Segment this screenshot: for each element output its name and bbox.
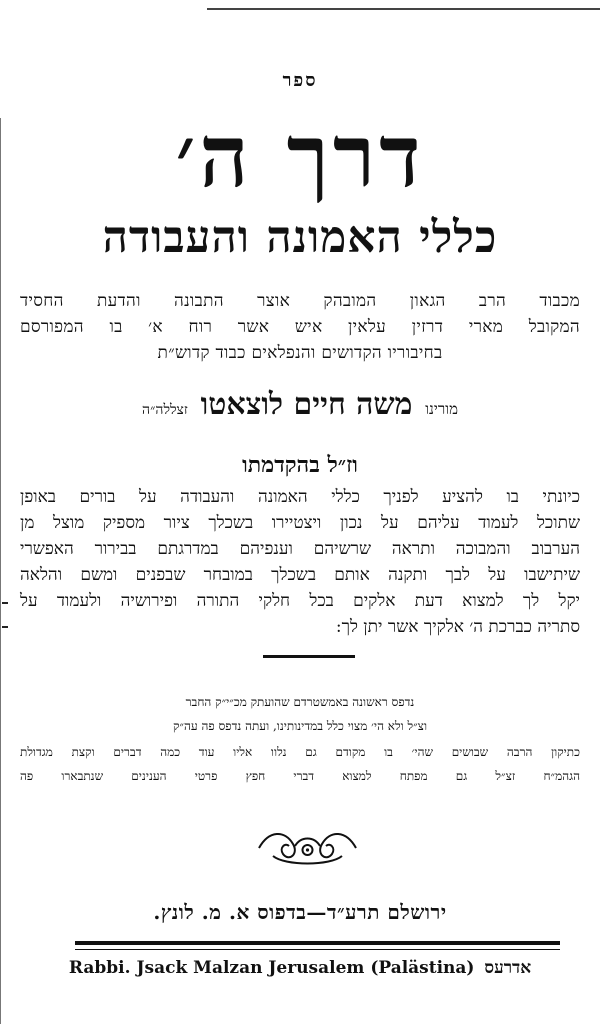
body-line: כיונתי בו להציע לפניך כללי האמונה והעבודה על בורים באופן xyxy=(20,487,580,507)
intro-line: המקובל מארי דרזין עלאין איש אשר רוח א׳ בו המפורסם xyxy=(20,317,580,337)
intro-line: מכבוד הרב הגאון המובהק אוצר התבונה והדעת החסיד xyxy=(20,291,580,311)
body-line: הערבוב והמבוכה ותראה שרשיהם וענפיהם במדרגתם בבירור האפשרי xyxy=(20,539,580,559)
book-label: ספר xyxy=(282,70,318,91)
double-rule-thin xyxy=(75,949,560,950)
intro-line: בחיבוריו הקדושים והנפלאים כבוד קדוש״ת xyxy=(157,343,443,363)
publisher-latin: Rabbi. Jsack Malzan Jerusalem (Palästina) xyxy=(68,958,475,978)
print-note-line: נדפס ראשונה באמשטרדם שהועתק מכ״י״ק החבר xyxy=(185,695,415,709)
author-name: משה חיים לוצאטו xyxy=(200,387,413,422)
print-note-line: וצ״ל ולא הי׳ מצוי כלל במדינותינו, ועתה נדפס פה עה״ק xyxy=(172,719,428,733)
author-suffix: זצללה״ה xyxy=(142,402,188,418)
double-rule-thick xyxy=(75,941,560,945)
body-line: סתריה כברכת ה׳ אלקיך אשר יתן לך: xyxy=(335,617,580,637)
author-prefix: מורינו xyxy=(425,400,458,418)
section-divider xyxy=(263,655,355,658)
place-and-date: ירושלם תרע״ד—בדפוס א. מ. לונץ. xyxy=(153,900,447,924)
print-note-line: כתיקון הרבה שבושים שהי׳ בו מקודם גם נלוו אליו עוד כמה דברים וקצת מגדולת xyxy=(20,745,580,759)
body-line: שתוכל לעמוד עליהם על נכון ויצטיירו בשכלך ציור מספיק מוצל מן xyxy=(20,513,580,533)
author-line xyxy=(20,388,580,427)
book-title: דרך ה׳ xyxy=(175,106,425,207)
ornament-flourish xyxy=(255,822,360,872)
publisher-hebrew: אדרעס xyxy=(484,958,532,978)
print-note-line: הגהמ״ח זצ״ל גם מפתח למצוא דברי חפץ פרטי הענינים שנתבארו פה xyxy=(20,769,580,783)
body-line: יקל לך למצוא דעת אלקים בכל חלקי התורה ופירושיה ולעמוד על xyxy=(20,591,580,611)
publisher-address xyxy=(20,958,580,978)
book-subtitle: כללי האמונה והעבודה xyxy=(102,212,498,263)
section-heading: וז״ל בהקדמתו xyxy=(242,452,358,478)
body-line: שיתישבו על לבך ותקנה אותם בשכלך במובחר שבפנים ומשם והלאה xyxy=(20,565,580,585)
